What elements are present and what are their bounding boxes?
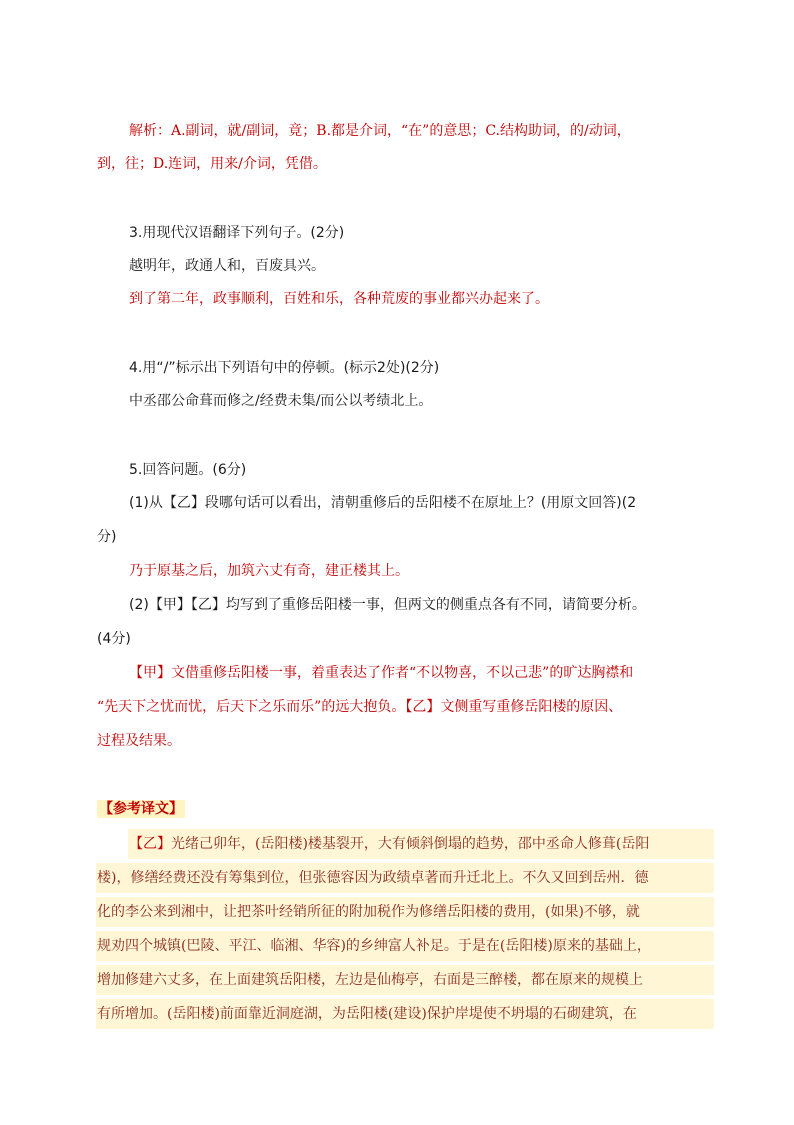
question-5-sub2-answer-line-1: 【甲】文借重修岳阳楼一事，着重表达了作者“不以物喜，不以己悲”的旷达胸襟和 (129, 665, 634, 681)
reference-heading: 【参考译文】 (99, 801, 183, 817)
reference-line-4: 规劝四个城镇(巴陵、平江、临湘、华容)的乡绅富人补足。于是在(岳阳楼)原来的基础上， (97, 938, 651, 954)
question-5-sub2-line-2: (4分) (97, 631, 131, 647)
question-3-source: 越明年，政通人和，百废具兴。 (129, 258, 325, 274)
question-5-sub2-answer-line-3: 过程及结果。 (97, 733, 181, 749)
question-5-sub1-line-2: 分) (97, 529, 117, 545)
reference-line-6: 有所增加。(岳阳楼)前面靠近洞庭湖，为岳阳楼(建设)保护岸堤使不坍塌的石砌建筑，在 (97, 1006, 637, 1022)
question-3-title: 3.用现代汉语翻译下列句子。(2分) (129, 225, 345, 241)
question-5-sub1-line-1: (1)从【乙】段哪句话可以看出，清朝重修后的岳阳楼不在原址上？(用原文回答)(2 (129, 495, 637, 511)
question-4-answer: 中丞邵公命葺而修之/经费未集/而公以考绩北上。 (129, 393, 433, 409)
reference-line-2: 楼)，修缮经费还没有筹集到位，但张德容因为政绩卓著而升迁北上。不久又回到岳州．德 (97, 870, 649, 886)
question-5-sub1-answer: 乃于原基之后，加筑六丈有奇，建正楼其上。 (129, 563, 409, 579)
question-4-title: 4.用“/”标示出下列语句中的停顿。(标示2处)(2分) (129, 360, 440, 376)
reference-tag-yi: 【乙】 (129, 836, 171, 852)
reference-line-1-text: 光绪己卯年，(岳阳楼)楼基裂开，大有倾斜倒塌的趋势，邵中丞命人修葺(岳阳 (171, 836, 650, 852)
reference-heading-row (97, 800, 297, 818)
reference-line-5: 增加修建六丈多，在上面建筑岳阳楼，左边是仙梅亭，右面是三醉楼，都在原来的规模上 (97, 972, 643, 988)
reference-line-3: 化的李公来到湘中，让把茶叶经销所征的附加税作为修缮岳阳楼的费用，(如果)不够，就 (97, 904, 640, 920)
analysis-line-2: 到，往；D.连词，用来/介词，凭借。 (97, 156, 327, 172)
reference-line-1 (129, 835, 729, 853)
question-3-answer: 到了第二年，政事顺利，百姓和乐，各种荒废的事业都兴办起来了。 (129, 291, 549, 307)
question-5-title: 5.回答问题。(6分) (129, 462, 247, 478)
question-5-sub2-answer-line-2: “先天下之忧而忧，后天下之乐而乐”的远大抱负。【乙】文侧重写重修岳阳楼的原因、 (97, 699, 623, 715)
question-5-sub2-line-1: (2)【甲】【乙】均写到了重修岳阳楼一事，但两文的侧重点各有不同，请简要分析。 (129, 597, 646, 613)
analysis-line-1: 解析：A.副词，就/副词，竟；B.都是介词，“在”的意思；C.结构助词，的/动词， (129, 123, 631, 139)
